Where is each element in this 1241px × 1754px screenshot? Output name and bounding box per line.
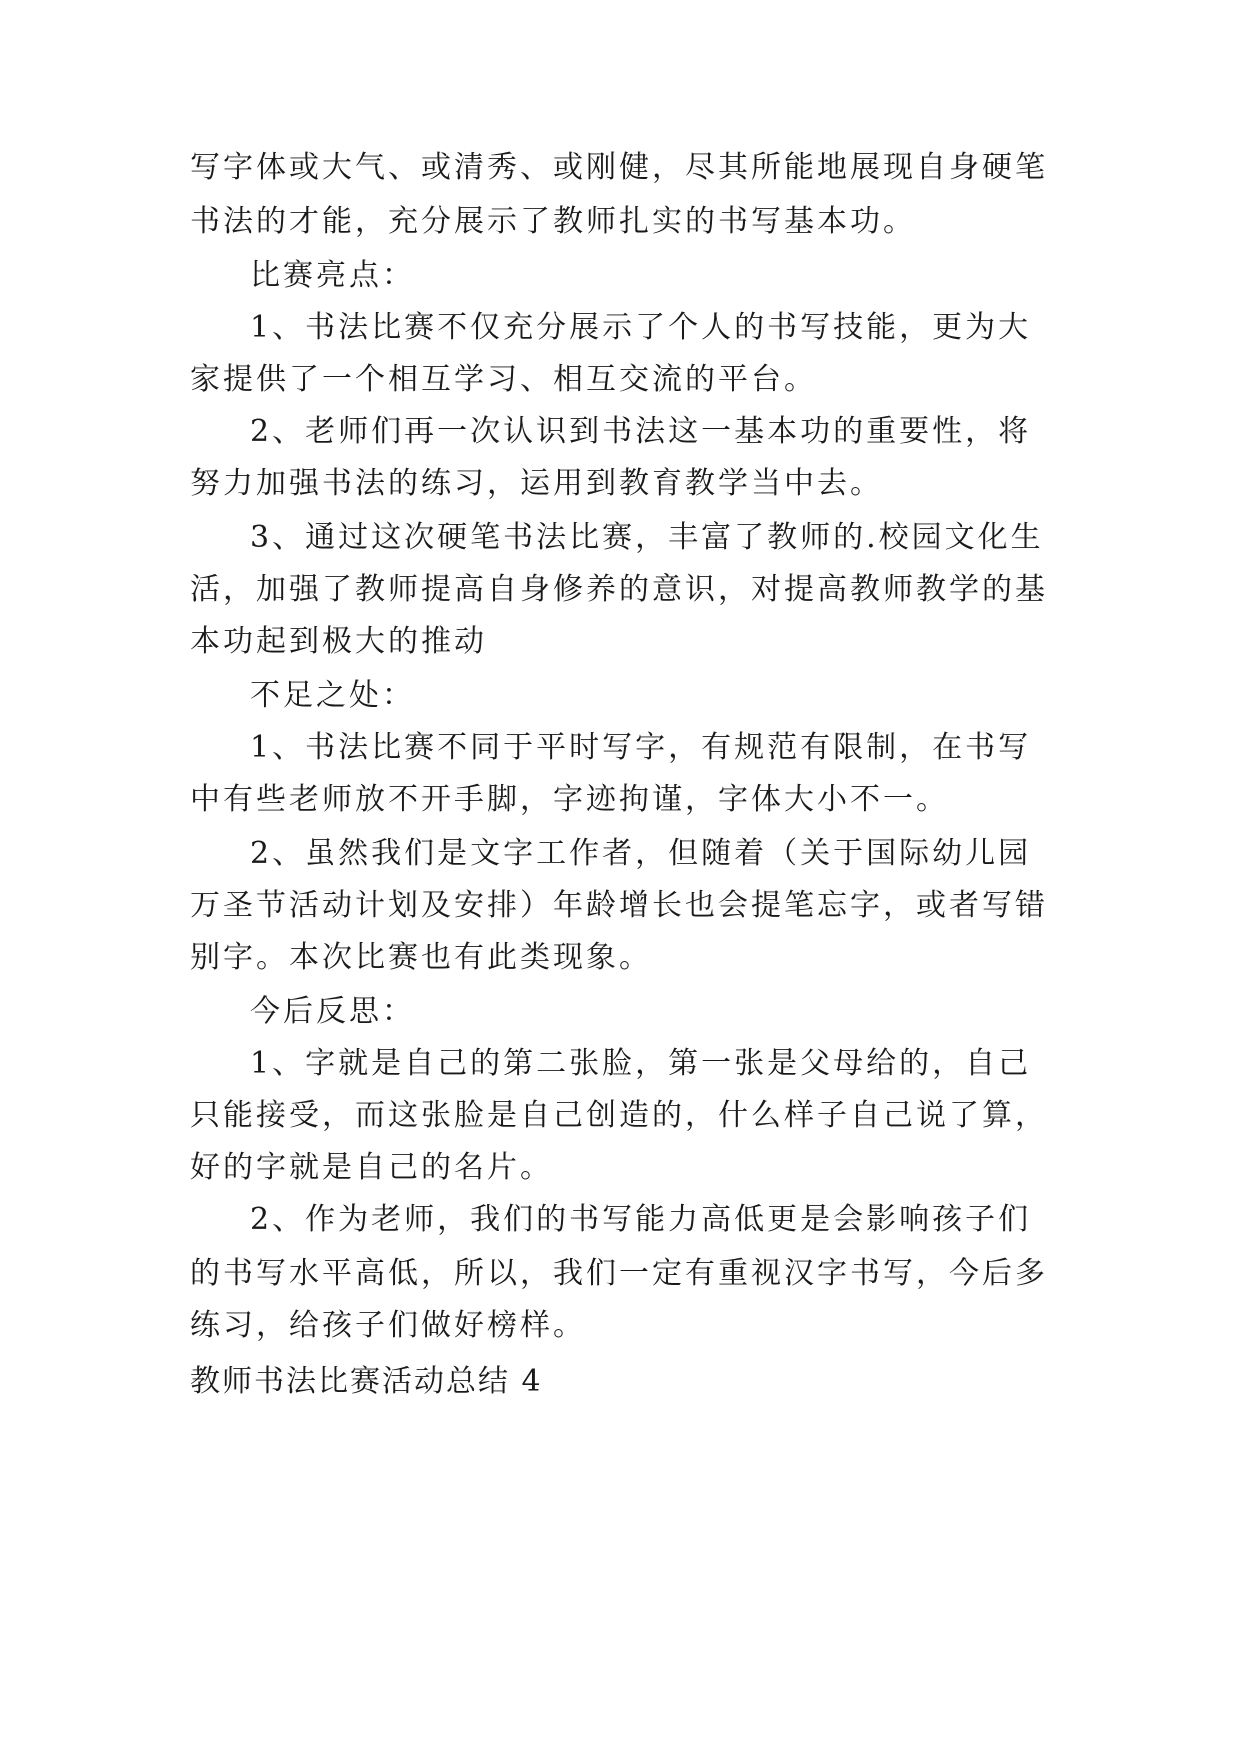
- paragraph-line: 本功起到极大的推动: [190, 624, 487, 659]
- section-heading-reflection: 今后反思：: [250, 994, 415, 1029]
- paragraph-line: 好的字就是自己的名片。: [190, 1150, 553, 1185]
- paragraph-line: 练习，给孩子们做好榜样。: [190, 1308, 586, 1343]
- section-heading-highlights: 比赛亮点：: [250, 258, 415, 293]
- paragraph-line: 努力加强书法的练习，运用到教育教学当中去。: [190, 466, 883, 501]
- paragraph-line: 3、通过这次硬笔书法比赛，丰富了教师的.校园文化生: [250, 520, 1044, 555]
- paragraph-line: 2、老师们再一次认识到书法这一基本功的重要性，将: [250, 414, 1032, 449]
- paragraph-line: 活，加强了教师提高自身修养的意识，对提高教师教学的基: [190, 572, 1048, 607]
- section-title: 教师书法比赛活动总结 4: [190, 1364, 543, 1399]
- paragraph-line: 1、字就是自己的第二张脸，第一张是父母给的，自己: [250, 1046, 1032, 1081]
- paragraph-line: 1、书法比赛不同于平时写字，有规范有限制，在书写: [250, 730, 1032, 765]
- paragraph-line: 只能接受，而这张脸是自己创造的，什么样子自己说了算，: [190, 1098, 1048, 1133]
- paragraph-line: 万圣节活动计划及安排）年龄增长也会提笔忘字，或者写错: [190, 888, 1048, 923]
- paragraph-line: 2、虽然我们是文字工作者，但随着（关于国际幼儿园: [250, 836, 1032, 871]
- paragraph-line: 2、作为老师，我们的书写能力高低更是会影响孩子们: [250, 1202, 1032, 1237]
- paragraph-line: 的书写水平高低，所以，我们一定有重视汉字书写，今后多: [190, 1256, 1048, 1291]
- paragraph-line: 中有些老师放不开手脚，字迹拘谨，字体大小不一。: [190, 782, 949, 817]
- paragraph-line: 书法的才能，充分展示了教师扎实的书写基本功。: [190, 204, 916, 239]
- section-heading-shortcomings: 不足之处：: [250, 678, 415, 713]
- paragraph-line: 别字。本次比赛也有此类现象。: [190, 940, 652, 975]
- paragraph-line: 家提供了一个相互学习、相互交流的平台。: [190, 362, 817, 397]
- paragraph-line: 1、书法比赛不仅充分展示了个人的书写技能，更为大: [250, 310, 1032, 345]
- paragraph-line: 写字体或大气、或清秀、或刚健，尽其所能地展现自身硬笔: [190, 150, 1048, 185]
